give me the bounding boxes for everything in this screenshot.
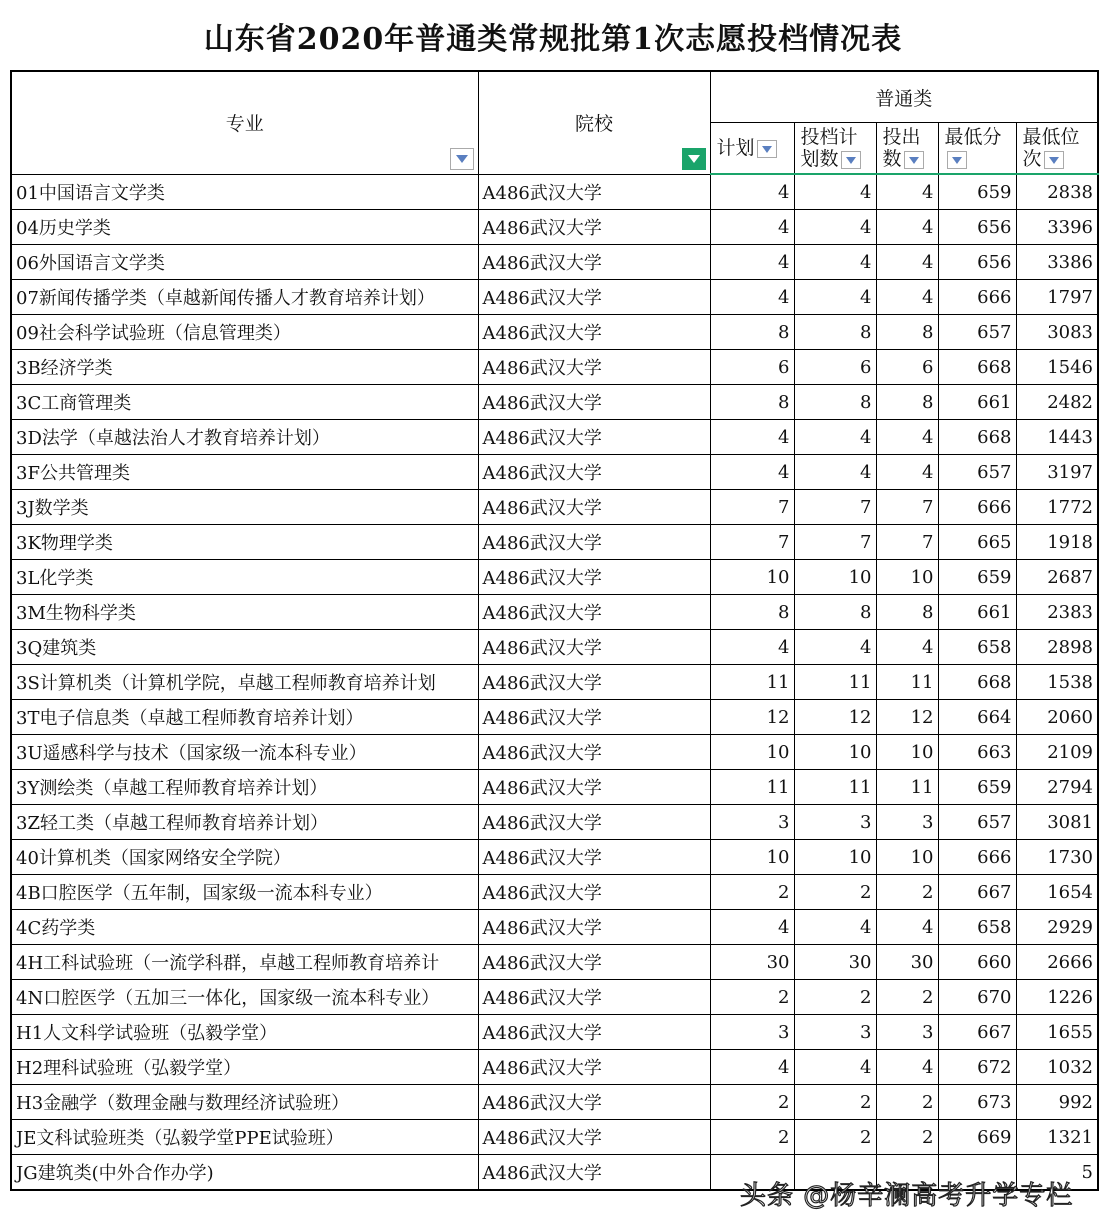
cell-filed-out[interactable]: 4 xyxy=(876,910,938,945)
cell-min-rank[interactable]: 1546 xyxy=(1016,350,1098,385)
cell-school[interactable]: A486武汉大学 xyxy=(478,735,710,770)
cell-min-score[interactable]: 673 xyxy=(938,1085,1016,1120)
cell-school[interactable]: A486武汉大学 xyxy=(478,1155,710,1191)
cell-filed-out[interactable]: 4 xyxy=(876,174,938,210)
table-row xyxy=(11,700,1098,735)
table-row xyxy=(11,490,1098,525)
cell-school[interactable]: A486武汉大学 xyxy=(478,700,710,735)
filter-dropdown-min-rank[interactable] xyxy=(1044,151,1064,169)
page-title: 山东省2020年普通类常规批第1次志愿投档情况表 xyxy=(203,22,903,57)
table-row xyxy=(11,630,1098,665)
cell-filed-out[interactable]: 3 xyxy=(876,805,938,840)
cell-filed-out[interactable]: 4 xyxy=(876,280,938,315)
cell-min-score[interactable]: 667 xyxy=(938,875,1016,910)
header-filed-out xyxy=(876,123,938,175)
cell-filed-out[interactable]: 11 xyxy=(876,665,938,700)
cell-major[interactable]: 4B口腔医学（五年制，国家级一流本科专业） xyxy=(11,875,478,910)
cell-filed-plan[interactable]: 10 xyxy=(794,560,876,595)
cell-plan[interactable]: 6 xyxy=(710,350,794,385)
cell-plan[interactable]: 4 xyxy=(710,455,794,490)
cell-filed-plan[interactable]: 2 xyxy=(794,980,876,1015)
cell-min-rank[interactable]: 1655 xyxy=(1016,1015,1098,1050)
cell-filed-plan[interactable]: 4 xyxy=(794,245,876,280)
cell-plan[interactable]: 10 xyxy=(710,840,794,875)
cell-filed-plan[interactable]: 11 xyxy=(794,770,876,805)
cell-min-rank[interactable]: 2060 xyxy=(1016,700,1098,735)
cell-plan[interactable]: 2 xyxy=(710,875,794,910)
cell-min-rank[interactable]: 992 xyxy=(1016,1085,1098,1120)
cell-min-rank[interactable]: 3081 xyxy=(1016,805,1098,840)
cell-min-score[interactable]: 661 xyxy=(938,385,1016,420)
cell-filed-out[interactable]: 4 xyxy=(876,455,938,490)
cell-school[interactable]: A486武汉大学 xyxy=(478,280,710,315)
cell-filed-out[interactable]: 6 xyxy=(876,350,938,385)
cell-min-score[interactable]: 659 xyxy=(938,770,1016,805)
cell-min-score[interactable]: 659 xyxy=(938,560,1016,595)
cell-min-rank[interactable]: 1654 xyxy=(1016,875,1098,910)
cell-major[interactable]: 3U遥感科学与技术（国家级一流本科专业） xyxy=(11,735,478,770)
cell-min-rank[interactable]: 2109 xyxy=(1016,735,1098,770)
cell-filed-plan[interactable]: 12 xyxy=(794,700,876,735)
cell-filed-plan[interactable]: 4 xyxy=(794,174,876,210)
cell-major[interactable]: 01中国语言文学类 xyxy=(11,174,478,210)
cell-min-score[interactable]: 666 xyxy=(938,490,1016,525)
cell-min-rank[interactable]: 2666 xyxy=(1016,945,1098,980)
header-school-label: 院校 xyxy=(574,113,613,136)
cell-school[interactable]: A486武汉大学 xyxy=(478,490,710,525)
cell-plan[interactable]: 11 xyxy=(710,665,794,700)
cell-school[interactable]: A486武汉大学 xyxy=(478,455,710,490)
table-row xyxy=(11,910,1098,945)
cell-filed-plan[interactable]: 11 xyxy=(794,665,876,700)
cell-filed-out[interactable]: 2 xyxy=(876,875,938,910)
filter-dropdown-filed-plan[interactable] xyxy=(841,151,861,169)
cell-filed-out[interactable]: 8 xyxy=(876,595,938,630)
cell-filed-out[interactable]: 2 xyxy=(876,1085,938,1120)
cell-major[interactable]: 3B经济学类 xyxy=(11,350,478,385)
cell-filed-plan[interactable]: 4 xyxy=(794,910,876,945)
cell-school[interactable]: A486武汉大学 xyxy=(478,770,710,805)
cell-filed-plan[interactable]: 2 xyxy=(794,1120,876,1155)
cell-plan[interactable]: 4 xyxy=(710,1050,794,1085)
cell-filed-plan[interactable]: 4 xyxy=(794,420,876,455)
cell-filed-plan[interactable]: 10 xyxy=(794,735,876,770)
cell-major[interactable]: 04历史学类 xyxy=(11,210,478,245)
cell-school[interactable]: A486武汉大学 xyxy=(478,525,710,560)
cell-min-score[interactable]: 661 xyxy=(938,595,1016,630)
cell-min-score[interactable]: 669 xyxy=(938,1120,1016,1155)
table-row xyxy=(11,945,1098,980)
table-row xyxy=(11,420,1098,455)
cell-major[interactable]: 3T电子信息类（卓越工程师教育培养计划） xyxy=(11,700,478,735)
cell-plan[interactable]: 4 xyxy=(710,174,794,210)
cell-major[interactable]: 07新闻传播学类（卓越新闻传播人才教育培养计划） xyxy=(11,280,478,315)
cell-plan[interactable]: 4 xyxy=(710,210,794,245)
cell-min-rank[interactable]: 2794 xyxy=(1016,770,1098,805)
cell-min-rank[interactable]: 1538 xyxy=(1016,665,1098,700)
filter-dropdown-min-score[interactable] xyxy=(947,151,967,169)
cell-major[interactable]: 4N口腔医学（五加三一体化，国家级一流本科专业） xyxy=(11,980,478,1015)
cell-school[interactable]: A486武汉大学 xyxy=(478,945,710,980)
cell-min-score[interactable]: 666 xyxy=(938,280,1016,315)
cell-plan[interactable]: 3 xyxy=(710,805,794,840)
cell-plan[interactable]: 7 xyxy=(710,525,794,560)
header-major-label: 专业 xyxy=(225,113,264,136)
cell-major[interactable]: 3Z轻工类（卓越工程师教育培养计划） xyxy=(11,805,478,840)
cell-min-score[interactable]: 657 xyxy=(938,455,1016,490)
cell-major[interactable]: 3D法学（卓越法治人才教育培养计划） xyxy=(11,420,478,455)
cell-filed-out[interactable]: 8 xyxy=(876,315,938,350)
cell-min-score[interactable]: 657 xyxy=(938,805,1016,840)
cell-filed-plan[interactable]: 4 xyxy=(794,280,876,315)
cell-major[interactable]: JG建筑类(中外合作办学) xyxy=(11,1155,478,1191)
cell-plan[interactable]: 4 xyxy=(710,420,794,455)
cell-filed-plan[interactable]: 8 xyxy=(794,315,876,350)
cell-filed-out[interactable]: 10 xyxy=(876,735,938,770)
table-row xyxy=(11,1120,1098,1155)
cell-major[interactable]: 3Q建筑类 xyxy=(11,630,478,665)
cell-min-rank[interactable]: 1443 xyxy=(1016,420,1098,455)
table-row xyxy=(11,210,1098,245)
cell-filed-out[interactable]: 10 xyxy=(876,560,938,595)
header-school xyxy=(478,71,710,174)
cell-min-rank[interactable]: 1772 xyxy=(1016,490,1098,525)
filter-active-school[interactable] xyxy=(682,148,706,170)
table-row xyxy=(11,1085,1098,1120)
cell-min-rank[interactable]: 3197 xyxy=(1016,455,1098,490)
cell-min-score[interactable]: 658 xyxy=(938,910,1016,945)
cell-school[interactable]: A486武汉大学 xyxy=(478,174,710,210)
cell-plan[interactable]: 8 xyxy=(710,595,794,630)
cell-filed-plan[interactable]: 8 xyxy=(794,385,876,420)
cell-plan[interactable]: 8 xyxy=(710,315,794,350)
cell-min-rank[interactable]: 3386 xyxy=(1016,245,1098,280)
cell-filed-plan[interactable]: 8 xyxy=(794,595,876,630)
cell-school[interactable]: A486武汉大学 xyxy=(478,910,710,945)
cell-school[interactable]: A486武汉大学 xyxy=(478,350,710,385)
cell-min-score[interactable]: 656 xyxy=(938,245,1016,280)
cell-min-score[interactable]: 670 xyxy=(938,980,1016,1015)
cell-major[interactable]: JE文科试验班类（弘毅学堂PPE试验班） xyxy=(11,1120,478,1155)
cell-filed-plan[interactable]: 4 xyxy=(794,455,876,490)
cell-school[interactable]: A486武汉大学 xyxy=(478,595,710,630)
table-row xyxy=(11,805,1098,840)
watermark: 头条 @杨辛澜高考升学专栏 xyxy=(740,1181,1074,1211)
cell-min-rank[interactable]: 2898 xyxy=(1016,630,1098,665)
table-row xyxy=(11,385,1098,420)
cell-filed-out[interactable]: 4 xyxy=(876,630,938,665)
cell-school[interactable]: A486武汉大学 xyxy=(478,805,710,840)
cell-filed-out[interactable]: 4 xyxy=(876,210,938,245)
cell-plan[interactable]: 2 xyxy=(710,980,794,1015)
cell-major[interactable]: 3C工商管理类 xyxy=(11,385,478,420)
cell-filed-out[interactable]: 8 xyxy=(876,385,938,420)
admission-table xyxy=(10,70,1099,1191)
cell-plan[interactable]: 2 xyxy=(710,1120,794,1155)
cell-major[interactable]: H3金融学（数理金融与数理经济试验班） xyxy=(11,1085,478,1120)
filter-dropdown-plan[interactable] xyxy=(757,140,777,158)
cell-filed-plan[interactable]: 4 xyxy=(794,630,876,665)
cell-filed-plan[interactable]: 7 xyxy=(794,525,876,560)
cell-min-rank[interactable]: 1797 xyxy=(1016,280,1098,315)
cell-min-score[interactable]: 664 xyxy=(938,700,1016,735)
cell-plan[interactable]: 7 xyxy=(710,490,794,525)
cell-plan[interactable]: 30 xyxy=(710,945,794,980)
cell-major[interactable]: 3M生物科学类 xyxy=(11,595,478,630)
cell-plan[interactable]: 3 xyxy=(710,1015,794,1050)
header-min-rank xyxy=(1016,123,1098,175)
cell-plan[interactable]: 2 xyxy=(710,1085,794,1120)
header-plan-label: 计划 xyxy=(716,137,755,159)
cell-school[interactable]: A486武汉大学 xyxy=(478,560,710,595)
cell-major[interactable]: 3J数学类 xyxy=(11,490,478,525)
cell-major[interactable]: 40计算机类（国家网络安全学院） xyxy=(11,840,478,875)
cell-min-score[interactable]: 672 xyxy=(938,1050,1016,1085)
table-row xyxy=(11,980,1098,1015)
cell-min-rank[interactable]: 2838 xyxy=(1016,174,1098,210)
cell-school[interactable]: A486武汉大学 xyxy=(478,420,710,455)
filter-dropdown-major[interactable] xyxy=(450,148,474,170)
table-row xyxy=(11,455,1098,490)
header-filed-out-label: 投出数 xyxy=(882,126,921,170)
cell-school[interactable]: A486武汉大学 xyxy=(478,1050,710,1085)
cell-filed-out[interactable]: 2 xyxy=(876,980,938,1015)
table-row xyxy=(11,280,1098,315)
table-row xyxy=(11,770,1098,805)
cell-filed-out[interactable]: 4 xyxy=(876,245,938,280)
cell-filed-plan[interactable]: 6 xyxy=(794,350,876,385)
cell-min-score[interactable]: 667 xyxy=(938,1015,1016,1050)
header-min-score-label: 最低分 xyxy=(944,126,1002,148)
cell-school[interactable]: A486武汉大学 xyxy=(478,210,710,245)
table-row xyxy=(11,350,1098,385)
cell-min-score[interactable]: 660 xyxy=(938,945,1016,980)
cell-filed-out[interactable]: 3 xyxy=(876,1015,938,1050)
cell-min-rank[interactable]: 5 xyxy=(1016,1155,1098,1191)
table-row xyxy=(11,735,1098,770)
cell-min-rank[interactable]: 2929 xyxy=(1016,910,1098,945)
cell-filed-out[interactable]: 4 xyxy=(876,1050,938,1085)
cell-major[interactable]: 4H工科试验班（一流学科群，卓越工程师教育培养计 xyxy=(11,945,478,980)
header-plan xyxy=(710,123,794,175)
cell-school[interactable]: A486武汉大学 xyxy=(478,245,710,280)
cell-plan[interactable]: 4 xyxy=(710,630,794,665)
cell-school[interactable]: A486武汉大学 xyxy=(478,1015,710,1050)
cell-filed-out[interactable]: 4 xyxy=(876,420,938,455)
cell-plan[interactable]: 11 xyxy=(710,770,794,805)
cell-school[interactable]: A486武汉大学 xyxy=(478,1085,710,1120)
cell-filed-plan[interactable]: 3 xyxy=(794,805,876,840)
cell-min-score[interactable]: 666 xyxy=(938,840,1016,875)
header-min-rank-label: 最低位次 xyxy=(1022,126,1080,170)
cell-plan[interactable]: 10 xyxy=(710,735,794,770)
cell-filed-out[interactable]: 10 xyxy=(876,840,938,875)
cell-major[interactable]: 3L化学类 xyxy=(11,560,478,595)
cell-plan[interactable]: 4 xyxy=(710,910,794,945)
table-row xyxy=(11,840,1098,875)
cell-school[interactable]: A486武汉大学 xyxy=(478,875,710,910)
cell-filed-plan[interactable]: 2 xyxy=(794,875,876,910)
cell-min-score[interactable]: 657 xyxy=(938,315,1016,350)
cell-plan[interactable]: 8 xyxy=(710,385,794,420)
table-row xyxy=(11,525,1098,560)
cell-min-score[interactable]: 663 xyxy=(938,735,1016,770)
cell-major[interactable]: 09社会科学试验班（信息管理类） xyxy=(11,315,478,350)
cell-major[interactable]: H1人文科学试验班（弘毅学堂） xyxy=(11,1015,478,1050)
cell-filed-plan[interactable]: 7 xyxy=(794,490,876,525)
cell-min-rank[interactable]: 2687 xyxy=(1016,560,1098,595)
cell-school[interactable]: A486武汉大学 xyxy=(478,665,710,700)
table-row xyxy=(11,665,1098,700)
cell-major[interactable]: 06外国语言文学类 xyxy=(11,245,478,280)
table-row xyxy=(11,174,1098,210)
cell-min-score[interactable]: 656 xyxy=(938,210,1016,245)
cell-min-rank[interactable]: 3083 xyxy=(1016,315,1098,350)
table-row xyxy=(11,595,1098,630)
header-filed-plan xyxy=(794,123,876,175)
header-min-score xyxy=(938,123,1016,175)
cell-filed-out[interactable]: 7 xyxy=(876,490,938,525)
cell-filed-out[interactable]: 11 xyxy=(876,770,938,805)
cell-min-rank[interactable]: 1226 xyxy=(1016,980,1098,1015)
table-row xyxy=(11,1015,1098,1050)
cell-major[interactable]: H2理科试验班（弘毅学堂） xyxy=(11,1050,478,1085)
cell-school[interactable]: A486武汉大学 xyxy=(478,1120,710,1155)
cell-major[interactable]: 3S计算机类（计算机学院，卓越工程师教育培养计划 xyxy=(11,665,478,700)
cell-school[interactable]: A486武汉大学 xyxy=(478,630,710,665)
cell-filed-plan[interactable]: 4 xyxy=(794,1050,876,1085)
cell-min-score[interactable]: 659 xyxy=(938,174,1016,210)
filter-dropdown-filed-out[interactable] xyxy=(904,151,924,169)
cell-min-rank[interactable]: 3396 xyxy=(1016,210,1098,245)
table-row xyxy=(11,1050,1098,1085)
cell-min-score[interactable]: 658 xyxy=(938,630,1016,665)
cell-min-rank[interactable]: 1730 xyxy=(1016,840,1098,875)
cell-filed-plan[interactable]: 30 xyxy=(794,945,876,980)
cell-min-score[interactable]: 668 xyxy=(938,420,1016,455)
cell-plan[interactable]: 4 xyxy=(710,280,794,315)
cell-plan[interactable]: 4 xyxy=(710,245,794,280)
cell-filed-out[interactable]: 7 xyxy=(876,525,938,560)
header-group: 普通类 xyxy=(710,71,1098,123)
cell-min-score[interactable]: 668 xyxy=(938,665,1016,700)
cell-filed-plan[interactable]: 10 xyxy=(794,840,876,875)
table-row xyxy=(11,315,1098,350)
cell-filed-out[interactable]: 30 xyxy=(876,945,938,980)
cell-plan[interactable]: 12 xyxy=(710,700,794,735)
cell-filed-out[interactable]: 12 xyxy=(876,700,938,735)
cell-major[interactable]: 4C药学类 xyxy=(11,910,478,945)
header-major xyxy=(11,71,478,174)
cell-school[interactable]: A486武汉大学 xyxy=(478,315,710,350)
header-filed-plan-label: 投档计划数 xyxy=(800,126,858,170)
cell-filed-out[interactable]: 2 xyxy=(876,1120,938,1155)
table-row xyxy=(11,875,1098,910)
cell-min-rank[interactable]: 2383 xyxy=(1016,595,1098,630)
cell-min-score[interactable]: 668 xyxy=(938,350,1016,385)
cell-school[interactable]: A486武汉大学 xyxy=(478,980,710,1015)
cell-filed-plan[interactable]: 4 xyxy=(794,210,876,245)
cell-plan[interactable]: 10 xyxy=(710,560,794,595)
cell-filed-plan[interactable]: 2 xyxy=(794,1085,876,1120)
cell-min-rank[interactable]: 1032 xyxy=(1016,1050,1098,1085)
cell-major[interactable]: 3F公共管理类 xyxy=(11,455,478,490)
cell-min-rank[interactable]: 2482 xyxy=(1016,385,1098,420)
cell-filed-plan[interactable]: 3 xyxy=(794,1015,876,1050)
cell-min-rank[interactable]: 1321 xyxy=(1016,1120,1098,1155)
cell-major[interactable]: 3Y测绘类（卓越工程师教育培养计划） xyxy=(11,770,478,805)
table-row xyxy=(11,245,1098,280)
cell-major[interactable]: 3K物理学类 xyxy=(11,525,478,560)
cell-min-rank[interactable]: 1918 xyxy=(1016,525,1098,560)
cell-school[interactable]: A486武汉大学 xyxy=(478,385,710,420)
cell-min-score[interactable]: 665 xyxy=(938,525,1016,560)
cell-school[interactable]: A486武汉大学 xyxy=(478,840,710,875)
table-row xyxy=(11,560,1098,595)
